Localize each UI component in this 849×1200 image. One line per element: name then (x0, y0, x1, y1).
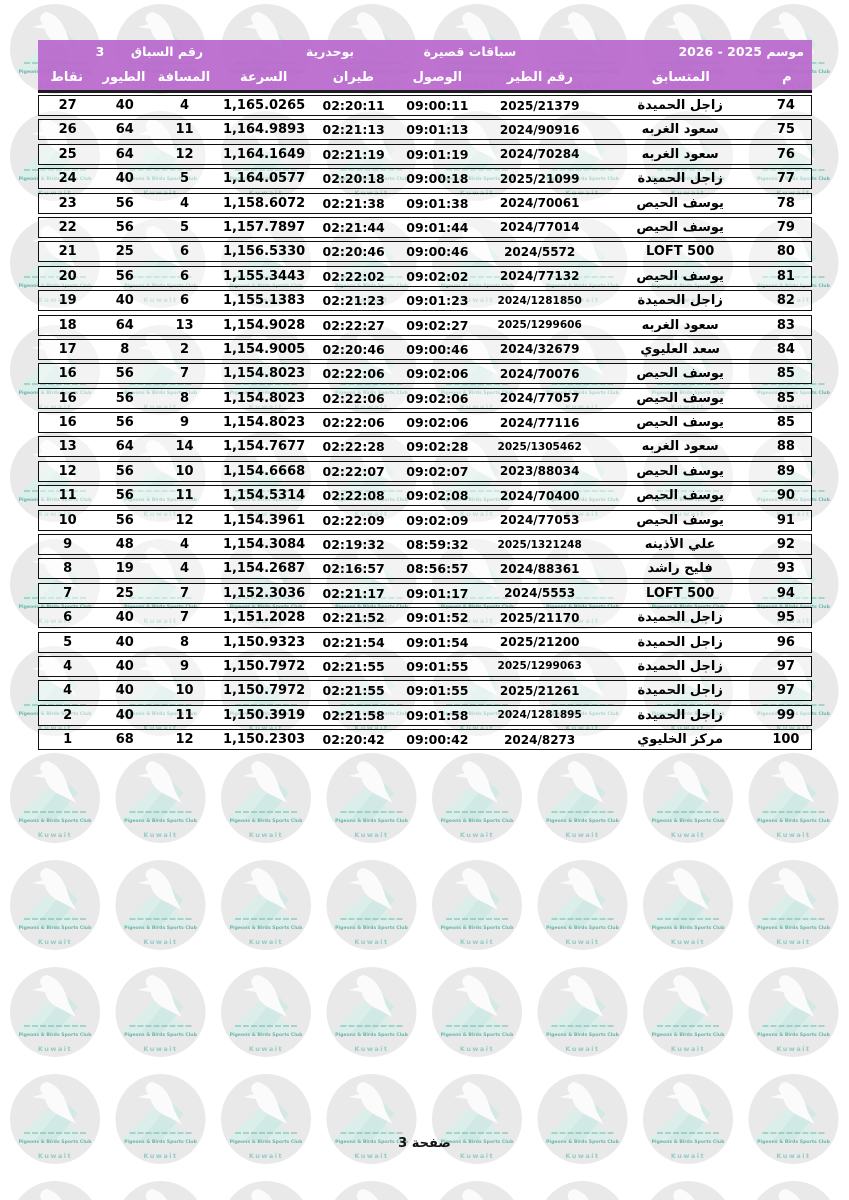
cell-arrival: 09:01:55 (406, 683, 469, 699)
cell-pigeons: 40 (115, 683, 134, 699)
cell-pigeons: 64 (115, 439, 134, 455)
table-row (38, 217, 812, 238)
cell-bird-no: 2025/21170 (499, 610, 580, 625)
cell-points: 8 (63, 561, 73, 577)
cell-arrival: 09:02:06 (406, 415, 469, 431)
cell-rank: 91 (776, 512, 795, 528)
cell-pigeons: 56 (115, 219, 134, 235)
cell-competitor: زاجل الحميدة (637, 634, 723, 650)
cell-distance: 7 (180, 366, 190, 382)
cell-pigeons: 19 (115, 561, 134, 577)
cell-bird-no: 2024/77053 (499, 513, 580, 528)
cell-arrival: 09:01:55 (406, 658, 469, 674)
cell-flight: 02:16:57 (322, 561, 385, 577)
cell-speed: 1,150.7972 (222, 683, 306, 699)
cell-distance: 4 (180, 98, 190, 113)
cell-arrival: 09:01:54 (406, 634, 469, 650)
table-header (38, 40, 812, 93)
cell-competitor: سعود الغربه (641, 146, 719, 162)
cell-competitor: فليح راشد (647, 561, 713, 577)
cell-speed: 1,154.5314 (222, 488, 306, 504)
cell-competitor: زاجل الحميدة (637, 707, 723, 723)
cell-pigeons: 64 (115, 122, 134, 138)
cell-bird-no: 2025/1321248 (497, 538, 582, 551)
cell-flight: 02:22:06 (322, 390, 385, 406)
cell-bird-no: 2024/70061 (499, 196, 580, 211)
cell-bird-no: 2024/32679 (499, 342, 580, 357)
cell-rank: 94 (776, 585, 795, 601)
cell-flight: 02:21:17 (322, 585, 385, 601)
table-row (38, 266, 812, 287)
cell-speed: 1,158.6072 (222, 195, 306, 211)
table-body (38, 95, 812, 750)
cell-flight: 02:21:52 (322, 610, 385, 626)
cell-arrival: 08:56:57 (406, 561, 469, 577)
cell-flight: 02:21:38 (322, 195, 385, 211)
cell-distance: 6 (180, 293, 190, 309)
cell-points: 6 (63, 610, 73, 626)
table-row (38, 558, 812, 579)
cell-distance: 6 (180, 244, 190, 260)
col-points: نقاط (50, 69, 83, 85)
cell-arrival: 09:01:17 (406, 585, 469, 601)
cell-points: 16 (58, 415, 77, 431)
table-row (38, 193, 812, 214)
cell-distance: 13 (175, 317, 194, 333)
cell-points: 9 (63, 537, 73, 553)
results-sheet (38, 40, 812, 754)
cell-flight: 02:22:08 (322, 488, 385, 504)
cell-points: 26 (58, 122, 77, 138)
cell-flight: 02:20:11 (322, 98, 385, 113)
cell-points: 5 (63, 634, 73, 650)
cell-rank: 76 (776, 146, 795, 162)
cell-competitor: يوسف الحيص (636, 195, 724, 211)
cell-rank: 81 (776, 268, 795, 284)
table-row (38, 241, 812, 262)
cell-bird-no: 2025/1299606 (497, 319, 582, 332)
cell-bird-no: 2024/88361 (499, 561, 580, 576)
cell-competitor: يوسف الحيص (636, 366, 724, 382)
cell-speed: 1,154.9005 (222, 341, 306, 357)
cell-rank: 93 (776, 561, 795, 577)
cell-flight: 02:21:23 (322, 293, 385, 309)
cell-flight: 02:21:13 (322, 122, 385, 138)
cell-distance: 10 (175, 683, 194, 699)
cell-arrival: 09:02:27 (406, 317, 469, 333)
cell-distance: 5 (180, 171, 190, 187)
cell-competitor: LOFT 500 (646, 244, 715, 260)
col-distance: المسافة (157, 69, 211, 85)
cell-pigeons: 56 (115, 366, 134, 382)
cell-pigeons: 40 (115, 658, 134, 674)
cell-competitor: سعود الغربه (641, 439, 719, 455)
cell-distance: 11 (175, 122, 194, 138)
table-row (38, 705, 812, 726)
cell-points: 27 (58, 98, 77, 113)
cell-distance: 7 (180, 585, 190, 601)
cell-pigeons: 56 (115, 268, 134, 284)
cell-pigeons: 8 (120, 341, 130, 357)
cell-speed: 1,154.3084 (222, 537, 306, 553)
cell-bird-no: 2024/70284 (499, 147, 580, 162)
cell-bird-no: 2025/1299063 (497, 660, 582, 673)
cell-rank: 79 (776, 219, 795, 235)
cell-distance: 9 (180, 415, 190, 431)
cell-points: 7 (63, 585, 73, 601)
cell-rank: 92 (776, 537, 795, 553)
cell-speed: 1,154.6668 (222, 463, 306, 479)
table-row (38, 510, 812, 531)
cell-points: 2 (63, 707, 73, 723)
cell-flight: 02:20:18 (322, 171, 385, 187)
col-pigeons: الطيور (102, 69, 146, 85)
cell-arrival: 08:59:32 (406, 537, 469, 553)
table-row (38, 607, 812, 628)
cell-arrival: 09:01:19 (406, 146, 469, 162)
cell-competitor: زاجل الحميدة (637, 293, 723, 309)
cell-points: 24 (58, 171, 77, 187)
cell-rank: 95 (776, 610, 795, 626)
cell-competitor: يوسف الحيص (636, 512, 724, 528)
cell-rank: 99 (776, 707, 795, 723)
cell-bird-no: 2024/1281850 (497, 294, 582, 307)
col-bird-no: رقم الطير (506, 69, 574, 85)
cell-competitor: يوسف الحيص (636, 488, 724, 504)
cell-points: 22 (58, 219, 77, 235)
cell-points: 20 (58, 268, 77, 284)
table-row (38, 412, 812, 433)
cell-competitor: سعود الغربه (641, 122, 719, 138)
cell-bird-no: 2025/21261 (499, 683, 580, 698)
cell-arrival: 09:00:42 (406, 732, 469, 748)
cell-speed: 1,154.8023 (222, 415, 306, 431)
cell-speed: 1,164.1649 (222, 146, 306, 162)
table-row (38, 315, 812, 336)
cell-distance: 10 (175, 463, 194, 479)
table-row (38, 461, 812, 482)
col-rank: م (782, 69, 792, 85)
cell-bird-no: 2024/5553 (504, 586, 576, 601)
table-row (38, 119, 812, 140)
cell-distance: 8 (180, 634, 190, 650)
cell-speed: 1,154.7677 (222, 439, 306, 455)
table-row (38, 656, 812, 677)
cell-rank: 97 (776, 683, 795, 699)
cell-speed: 1,154.2687 (222, 561, 306, 577)
cell-points: 18 (58, 317, 77, 333)
cell-arrival: 09:02:06 (406, 366, 469, 382)
cell-arrival: 09:02:02 (406, 268, 469, 284)
cell-distance: 2 (180, 341, 190, 357)
table-row (38, 485, 812, 506)
cell-bird-no: 2024/70400 (499, 488, 580, 503)
cell-distance: 7 (180, 610, 190, 626)
cell-arrival: 09:01:58 (406, 707, 469, 723)
cell-pigeons: 40 (115, 610, 134, 626)
race-no-label: رقم السباق (130, 44, 204, 59)
column-header-row (38, 64, 812, 90)
cell-speed: 1,154.9028 (222, 317, 306, 333)
cell-distance: 9 (180, 658, 190, 674)
cell-pigeons: 40 (115, 634, 134, 650)
cell-pigeons: 56 (115, 488, 134, 504)
cell-pigeons: 40 (115, 707, 134, 723)
cell-pigeons: 68 (115, 732, 134, 748)
cell-speed: 1,154.8023 (222, 390, 306, 406)
cell-rank: 90 (776, 488, 795, 504)
cell-points: 13 (58, 439, 77, 455)
cell-flight: 02:20:46 (322, 244, 385, 260)
cell-flight: 02:22:28 (322, 439, 385, 455)
cell-bird-no: 2025/21379 (499, 98, 580, 113)
cell-bird-no: 2024/77057 (499, 391, 580, 406)
cell-speed: 1,150.2303 (222, 732, 306, 748)
cell-points: 10 (58, 512, 77, 528)
cell-flight: 02:20:42 (322, 732, 385, 748)
race-info-bar (38, 40, 812, 64)
cell-rank: 96 (776, 634, 795, 650)
cell-pigeons: 56 (115, 512, 134, 528)
cell-pigeons: 25 (115, 585, 134, 601)
cell-points: 16 (58, 366, 77, 382)
cell-points: 12 (58, 463, 77, 479)
table-row (38, 534, 812, 555)
cell-points: 17 (58, 341, 77, 357)
cell-bird-no: 2024/70076 (499, 366, 580, 381)
cell-flight: 02:22:06 (322, 366, 385, 382)
table-row (38, 363, 812, 384)
table-row (38, 168, 812, 189)
cell-speed: 1,154.3961 (222, 512, 306, 528)
race-type-label: سباقات قصيرة (423, 44, 517, 59)
cell-speed: 1,154.8023 (222, 366, 306, 382)
cell-competitor: زاجل الحميدة (637, 658, 723, 674)
cell-competitor: يوسف الحيص (636, 415, 724, 431)
cell-flight: 02:21:44 (322, 219, 385, 235)
cell-distance: 11 (175, 707, 194, 723)
cell-points: 23 (58, 195, 77, 211)
cell-rank: 83 (776, 317, 795, 333)
cell-pigeons: 48 (115, 537, 134, 553)
cell-flight: 02:21:55 (322, 683, 385, 699)
cell-arrival: 09:01:38 (406, 195, 469, 211)
col-flight: طيران (332, 69, 375, 85)
cell-speed: 1,151.2028 (222, 610, 306, 626)
cell-rank: 88 (776, 439, 795, 455)
cell-speed: 1,152.3036 (222, 585, 306, 601)
cell-rank: 74 (776, 98, 795, 113)
cell-arrival: 09:00:46 (406, 244, 469, 260)
cell-bird-no: 2023/88034 (499, 464, 580, 479)
cell-arrival: 09:02:08 (406, 488, 469, 504)
cell-distance: 12 (175, 146, 194, 162)
cell-rank: 100 (772, 732, 800, 748)
cell-flight: 02:21:55 (322, 658, 385, 674)
cell-pigeons: 56 (115, 390, 134, 406)
cell-competitor: زاجل الحميدة (637, 683, 723, 699)
cell-pigeons: 40 (115, 171, 134, 187)
cell-flight: 02:22:27 (322, 317, 385, 333)
race-no-value: 3 (95, 44, 105, 59)
cell-rank: 85 (776, 390, 795, 406)
table-row (38, 144, 812, 165)
cell-arrival: 09:01:52 (406, 610, 469, 626)
cell-competitor: علي الأذينه (644, 537, 716, 553)
cell-flight: 02:20:46 (322, 341, 385, 357)
cell-speed: 1,150.7972 (222, 658, 306, 674)
cell-points: 21 (58, 244, 77, 260)
cell-bird-no: 2024/8273 (504, 732, 576, 747)
cell-arrival: 09:00:11 (406, 98, 469, 113)
cell-speed: 1,164.0577 (222, 171, 306, 187)
cell-distance: 4 (180, 561, 190, 577)
cell-bird-no: 2025/21200 (499, 635, 580, 650)
cell-arrival: 09:01:23 (406, 293, 469, 309)
cell-points: 19 (58, 293, 77, 309)
cell-flight: 02:19:32 (322, 537, 385, 553)
table-row (38, 632, 812, 653)
cell-rank: 84 (776, 341, 795, 357)
col-arrival: الوصول (412, 69, 463, 85)
cell-distance: 8 (180, 390, 190, 406)
cell-arrival: 09:02:06 (406, 390, 469, 406)
table-row (38, 680, 812, 701)
cell-arrival: 09:00:18 (406, 171, 469, 187)
season-label: موسم 2025 - 2026 (678, 44, 804, 59)
cell-distance: 11 (175, 488, 194, 504)
cell-arrival: 09:02:28 (406, 439, 469, 455)
cell-arrival: 09:01:13 (406, 122, 469, 138)
cell-competitor: يوسف الحيص (636, 268, 724, 284)
cell-speed: 1,165.0265 (222, 98, 306, 113)
cell-rank: 85 (776, 415, 795, 431)
cell-pigeons: 56 (115, 415, 134, 431)
cell-bird-no: 2025/1305462 (497, 440, 582, 453)
cell-points: 25 (58, 146, 77, 162)
cell-competitor: LOFT 500 (646, 585, 715, 601)
cell-distance: 14 (175, 439, 194, 455)
cell-distance: 6 (180, 268, 190, 284)
cell-distance: 5 (180, 219, 190, 235)
cell-flight: 02:21:54 (322, 634, 385, 650)
cell-arrival: 09:02:07 (406, 463, 469, 479)
cell-competitor: مركز الخليوي (637, 732, 723, 748)
page-number: صفحة 3 (398, 1136, 451, 1151)
cell-rank: 80 (776, 244, 795, 260)
cell-rank: 75 (776, 122, 795, 138)
cell-flight: 02:22:02 (322, 268, 385, 284)
cell-arrival: 09:00:46 (406, 341, 469, 357)
cell-competitor: سعود الغربه (641, 317, 719, 333)
race-location: بوحدرية (305, 44, 355, 59)
cell-speed: 1,157.7897 (222, 219, 306, 235)
cell-arrival: 09:02:09 (406, 512, 469, 528)
cell-rank: 97 (776, 658, 795, 674)
cell-rank: 89 (776, 463, 795, 479)
cell-pigeons: 25 (115, 244, 134, 260)
cell-bird-no: 2024/77014 (499, 220, 580, 235)
cell-points: 16 (58, 390, 77, 406)
cell-distance: 12 (175, 512, 194, 528)
cell-rank: 78 (776, 195, 795, 211)
cell-flight: 02:22:07 (322, 463, 385, 479)
cell-pigeons: 64 (115, 317, 134, 333)
cell-bird-no: 2024/77116 (499, 415, 580, 430)
cell-pigeons: 56 (115, 195, 134, 211)
cell-flight: 02:21:19 (322, 146, 385, 162)
cell-speed: 1,150.3919 (222, 707, 306, 723)
cell-speed: 1,155.1383 (222, 293, 306, 309)
table-row (38, 290, 812, 311)
cell-distance: 12 (175, 732, 194, 748)
table-row (38, 339, 812, 360)
cell-points: 11 (58, 488, 77, 504)
col-competitor: المتسابق (651, 69, 710, 85)
cell-bird-no: 2024/1281895 (497, 709, 582, 722)
cell-pigeons: 64 (115, 146, 134, 162)
cell-bird-no: 2024/77132 (499, 269, 580, 284)
table-row (38, 729, 812, 750)
cell-speed: 1,156.5330 (222, 244, 306, 260)
cell-pigeons: 40 (115, 293, 134, 309)
cell-competitor: يوسف الحيص (636, 463, 724, 479)
table-row (38, 583, 812, 604)
cell-competitor: زاجل الحميدة (637, 610, 723, 626)
cell-speed: 1,150.9323 (222, 634, 306, 650)
table-row (38, 95, 812, 116)
table-row (38, 388, 812, 409)
cell-points: 4 (63, 658, 73, 674)
cell-competitor: يوسف الحيص (636, 390, 724, 406)
cell-distance: 4 (180, 195, 190, 211)
col-speed: السرعة (239, 69, 288, 85)
cell-rank: 77 (776, 171, 795, 187)
cell-points: 4 (63, 683, 73, 699)
cell-bird-no: 2025/21099 (499, 171, 580, 186)
cell-competitor: زاجل الحميدة (637, 98, 723, 113)
cell-bird-no: 2024/90916 (499, 122, 580, 137)
cell-flight: 02:22:09 (322, 512, 385, 528)
cell-distance: 4 (180, 537, 190, 553)
cell-flight: 02:21:58 (322, 707, 385, 723)
cell-arrival: 09:01:44 (406, 219, 469, 235)
table-row (38, 436, 812, 457)
cell-competitor: زاجل الحميدة (637, 171, 723, 187)
cell-pigeons: 40 (115, 98, 134, 113)
cell-rank: 82 (776, 293, 795, 309)
cell-points: 1 (63, 732, 73, 748)
cell-bird-no: 2024/5572 (504, 244, 576, 259)
cell-competitor: يوسف الحيص (636, 219, 724, 235)
cell-competitor: سعد العليوي (640, 341, 720, 357)
cell-speed: 1,164.9893 (222, 122, 306, 138)
cell-pigeons: 56 (115, 463, 134, 479)
cell-rank: 85 (776, 366, 795, 382)
cell-speed: 1,155.3443 (222, 268, 306, 284)
cell-flight: 02:22:06 (322, 415, 385, 431)
